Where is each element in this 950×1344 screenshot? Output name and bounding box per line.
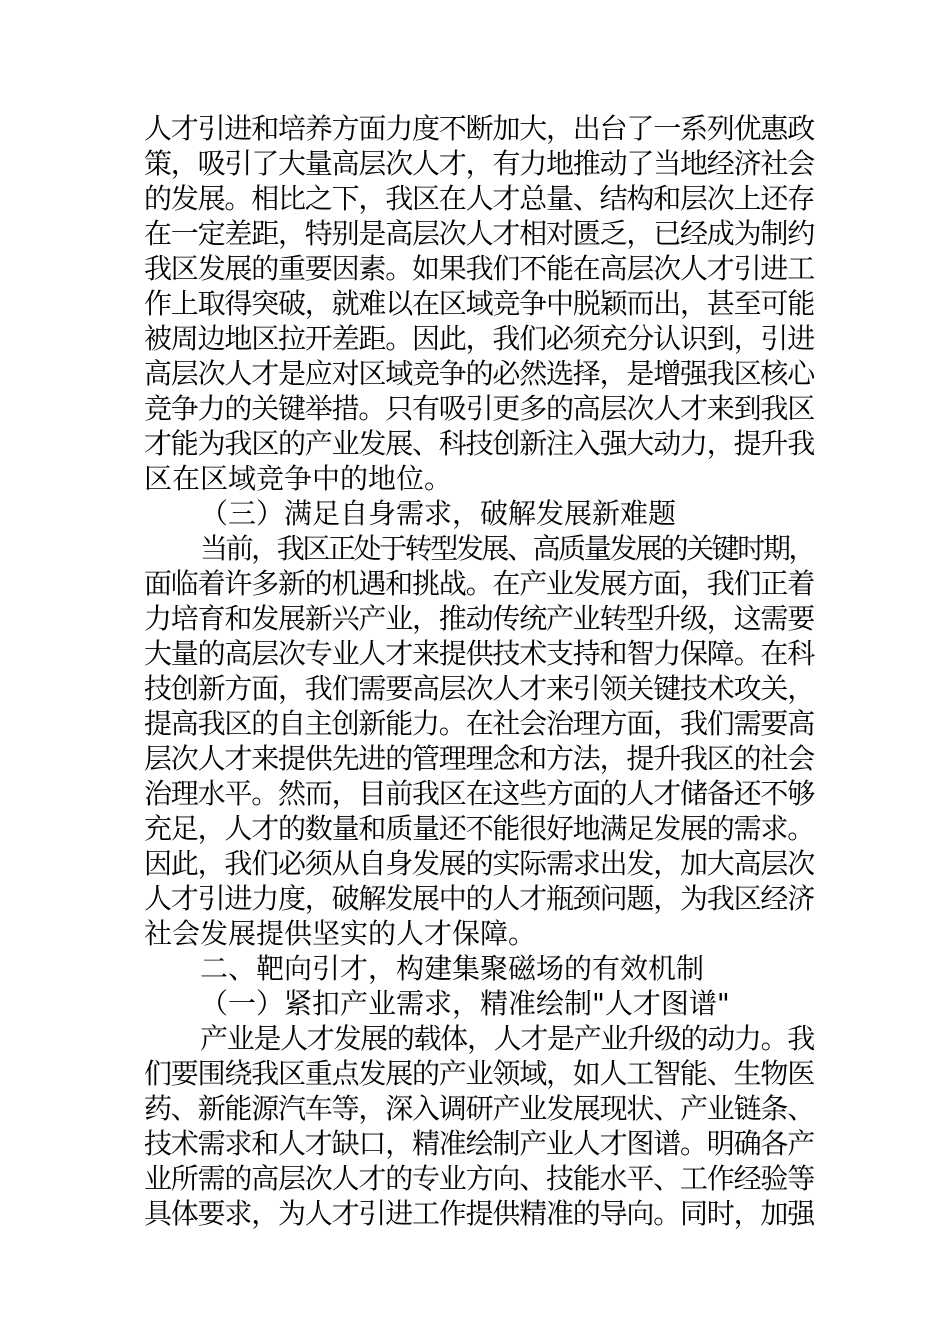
text-line: 们要围绕我区重点发展的产业领域，如人工智能、生物医 — [144, 1057, 815, 1090]
text-line: 技创新方面，我们需要高层次人才来引领关键技术攻关， — [144, 672, 815, 705]
text-line: 人才引进力度，破解发展中的人才瓶颈问题，为我区经济 — [144, 882, 815, 915]
text-line: 才能为我区的产业发展、科技创新注入强大动力，提升我 — [144, 427, 815, 460]
text-line: 竞争力的关键举措。只有吸引更多的高层次人才来到我区 — [144, 392, 815, 425]
document-page — [144, 111, 814, 1231]
text-line: 治理水平。然而，目前我区在这些方面的人才储备还不够 — [144, 777, 815, 810]
text-line: 药、新能源汽车等，深入调研产业发展现状、产业链条、 — [144, 1092, 815, 1125]
text-line: 社会发展提供坚实的人才保障。 — [144, 917, 537, 950]
text-line: 高层次人才是应对区域竞争的必然选择，是增强我区核心 — [144, 357, 815, 390]
text-line: （三）满足自身需求，破解发展新难题 — [200, 497, 677, 530]
text-line: 我区发展的重要因素。如果我们不能在高层次人才引进工 — [144, 252, 815, 285]
text-line: 提高我区的自主创新能力。在社会治理方面，我们需要高 — [144, 707, 815, 740]
text-line: 当前，我区正处于转型发展、高质量发展的关键时期， — [200, 532, 815, 565]
text-line: 的发展。相比之下，我区在人才总量、结构和层次上还存 — [144, 182, 815, 215]
text-line: （一）紧扣产业需求，精准绘制"人才图谱" — [200, 987, 730, 1020]
text-line: 技术需求和人才缺口，精准绘制产业人才图谱。明确各产 — [144, 1127, 815, 1160]
text-line: 力培育和发展新兴产业，推动传统产业转型升级，这需要 — [144, 602, 815, 635]
text-line: 业所需的高层次人才的专业方向、技能水平、工作经验等 — [144, 1162, 815, 1195]
text-line: 充足，人才的数量和质量还不能很好地满足发展的需求。 — [144, 812, 815, 845]
text-line: 因此，我们必须从自身发展的实际需求出发，加大高层次 — [144, 847, 815, 880]
text-line: 区在区域竞争中的地位。 — [144, 462, 453, 495]
text-line: 二、靶向引才，构建集聚磁场的有效机制 — [200, 952, 705, 985]
text-line: 被周边地区拉开差距。因此，我们必须充分认识到，引进 — [144, 322, 815, 355]
text-line: 大量的高层次专业人才来提供技术支持和智力保障。在科 — [144, 637, 815, 670]
text-line: 在一定差距，特别是高层次人才相对匮乏，已经成为制约 — [144, 217, 815, 250]
text-line: 产业是人才发展的载体，人才是产业升级的动力。我 — [200, 1022, 815, 1055]
text-line: 策，吸引了大量高层次人才，有力地推动了当地经济社会 — [144, 147, 815, 180]
text-line: 层次人才来提供先进的管理理念和方法，提升我区的社会 — [144, 742, 815, 775]
text-line: 具体要求，为人才引进工作提供精准的导向。同时，加强 — [144, 1197, 815, 1230]
text-line: 作上取得突破，就难以在区域竞争中脱颖而出，甚至可能 — [144, 287, 815, 320]
text-line: 面临着许多新的机遇和挑战。在产业发展方面，我们正着 — [144, 567, 815, 600]
text-line: 人才引进和培养方面力度不断加大，出台了一系列优惠政 — [144, 112, 815, 145]
